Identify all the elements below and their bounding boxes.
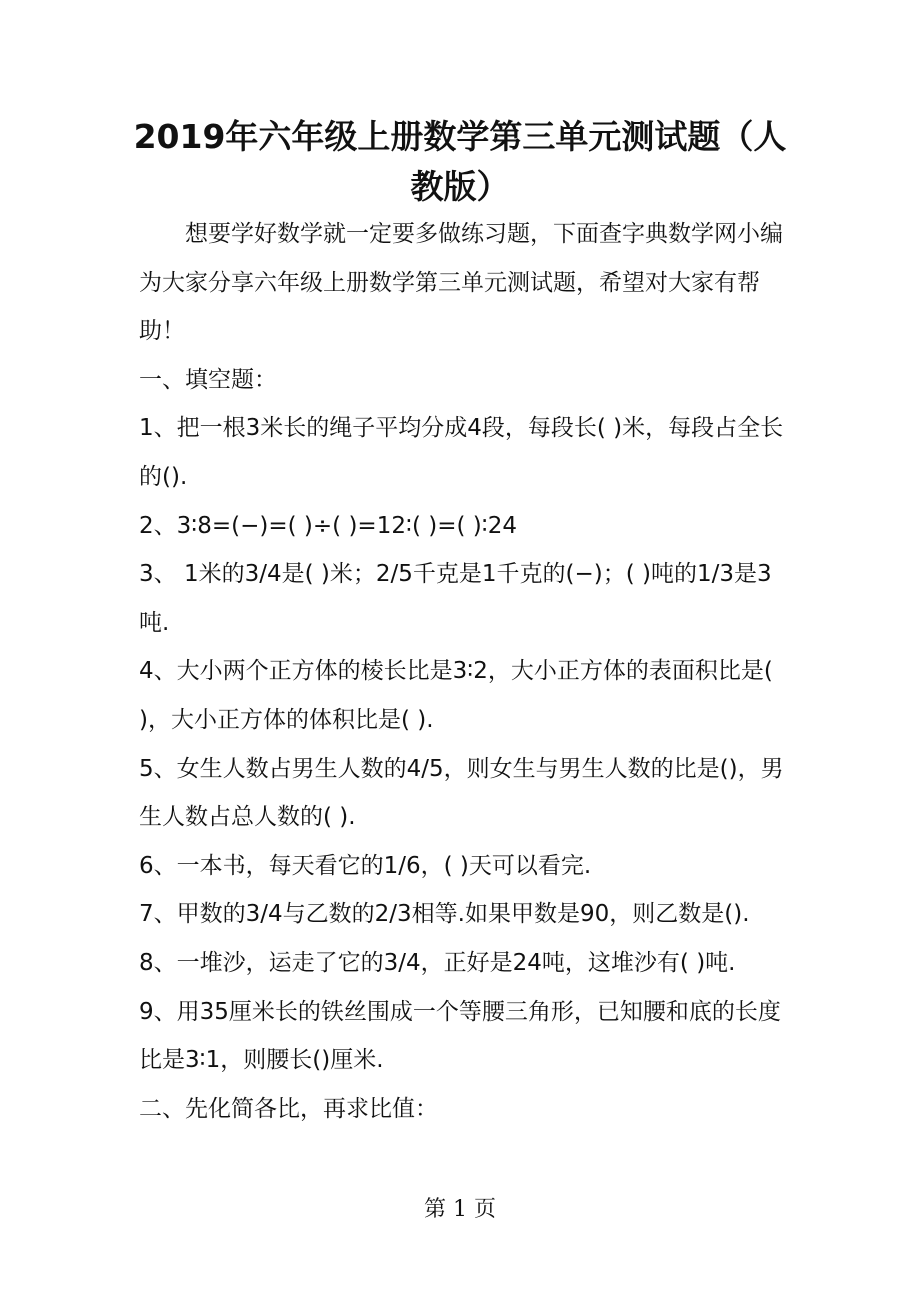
section-heading-fill-blanks: 一、填空题： <box>139 366 277 393</box>
section-heading-simplify-ratios: 二、先化简各比，再求比值： <box>139 1095 438 1122</box>
question-3: 3、 1米的3/4是( )米；2/5千克是1千克的(−)；( )吨的1/3是3吨. <box>139 561 772 636</box>
question-1: 1、把一根3米长的绳子平均分成4段，每段长( )米，每段占全长的(). <box>139 415 784 490</box>
intro-paragraph: 想要学好数学就一定要多做练习题，下面查字典数学网小编为大家分享六年级上册数学第三单元测试题，希望对大家有帮助！ <box>139 221 783 345</box>
question-9: 9、用35厘米长的铁丝围成一个等腰三角形，已知腰和底的长度比是3∶1，则腰长()厘米. <box>139 998 781 1074</box>
document-body <box>139 210 789 1133</box>
document-title: 2019年六年级上册数学第三单元测试题（人教版） <box>133 117 787 206</box>
question-8: 8、一堆沙，运走了它的3/4，正好是24吨，这堆沙有( )吨. <box>139 949 736 976</box>
page-number-footer: 第 1 页 <box>424 1197 496 1222</box>
question-5: 5、女生人数占男生人数的4/5，则女生与男生人数的比是()，男生人数占总人数的( ). <box>139 755 784 831</box>
question-2: 2、3∶8=(−)=( )÷( )=12∶( )=( )∶24 <box>139 512 517 539</box>
question-6: 6、一本书，每天看它的1/6，( )天可以看完. <box>139 852 592 879</box>
question-7: 7、甲数的3/4与乙数的2/3相等.如果甲数是90，则乙数是(). <box>139 901 750 928</box>
question-4: 4、大小两个正方体的棱长比是3∶2，大小正方体的表面积比是( )，大小正方体的体积比是( ). <box>139 658 773 733</box>
